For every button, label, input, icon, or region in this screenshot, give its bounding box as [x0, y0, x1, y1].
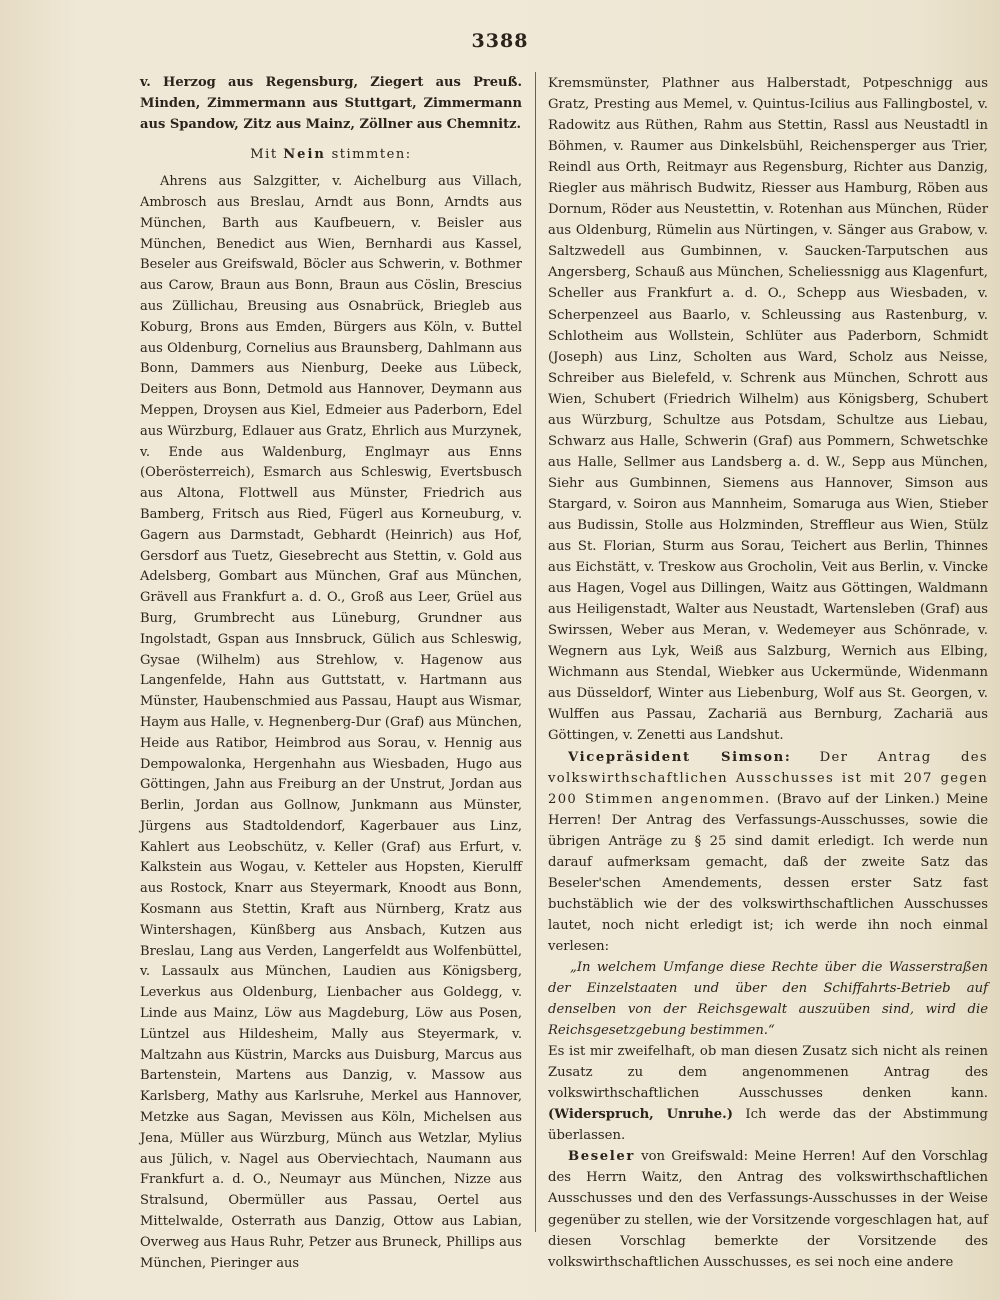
vp-continuation: [548, 1041, 988, 1146]
heading-suffix: stimmten:: [331, 147, 412, 163]
heading-keyword: Nein: [283, 147, 326, 163]
speaker-2-origin: von Greifswald:: [641, 1149, 749, 1165]
page-number: 3388: [471, 30, 529, 52]
vp-text-1: Meine Herren! Der Antrag des Verfassungs-Ausschusses, sowie die übrigen Anträge zu § 25 sind damit erledigt. Ich werde nun darauf aufmerksam gemacht, daß der zweite Satz das Beseler'schen Amendements, dessen erster Satz fast buchstäblich wie der des volkswirthschaftlichen Ausschusses lautet, noch nicht erledigt ist; ich werde ihn noch einmal verlesen:: [548, 791, 988, 954]
left-column: [140, 73, 522, 1274]
vp-text-2: Es ist mir zweifelhaft, ob man diesen Zusatz sich nicht als reinen Zusatz zu dem angenommenen Antrag des volkswirthschaftlichen Ausschusses denken kann.: [548, 1044, 988, 1102]
vp-text-3: Ich werde das der Abstimmung überlassen.: [548, 1107, 988, 1144]
yes-voters-tail: v. Herzog aus Regensburg, Ziegert aus Preuß. Minden, Zimmermann aus Stuttgart, Zimmermann aus Spandow, Zitz aus Mainz, Zöllner aus Chemnitz.: [140, 75, 522, 132]
no-voters-list-continued: Kremsmünster, Plathner aus Halberstadt, Potpeschnigg aus Gratz, Presting aus Memel, v. Quintus-Icilius aus Fallingbostel, v. Radowitz aus Rüthen, Rahm aus Stettin, Rassl aus Neustadtl in Böhmen, v. Raumer aus Dinkelsbühl, Reichensperger aus Trier, Reindl aus Orth, Reitmayr aus Regensburg, Richter aus Danzig, Riegler aus mährisch Budwitz, Riesser aus Hamburg, Röben aus Dornum, Röder aus Neustettin, v. Rotenhan aus München, Rüder aus Oldenburg, Rümelin aus Nürtingen, v. Sänger aus Grabow, v. Saltzwedell aus Gumbinnen, v. Saucken-Tarputschen aus Angersberg, Schauß aus München, Scheliessnigg aus Klagenfurt, Scheller aus Frankfurt a. d. O., Schepp aus Wiesbaden, v. Scherpenzeel aus Baarlo, v. Schleussing aus Rastenburg, v. Schlotheim aus Wollstein, Schlüter aus Paderborn, Schmidt (Joseph) aus Linz, Scholten aus Ward, Scholz aus Neisse, Schreiber aus Bielefeld, v. Schrenk aus München, Schrott aus Wien, Schubert (Friedrich Wilhelm) aus Königsberg, Schubert aus Würzburg, Schultze aus Potsdam, Schultze aus Liebau, Schwarz aus Halle, Schwerin (Graf) aus Pommern, Schwetschke aus Halle, Sellmer aus Landsberg a. d. W., Sepp aus München, Siehr aus Gumbinnen, Siemens aus Hannover, Simson aus Stargard, v. Soiron aus Mannheim, Somaruga aus Wien, Stieber aus Budissin, Stolle aus Holzminden, Streffleur aus Wien, Stülz aus St. Florian, Sturm aus Sorau, Teichert aus Berlin, Thinnes aus Eichstätt, v. Treskow aus Grocholin, Veit aus Berlin, v. Vincke aus Hagen, Vogel aus Dillingen, Waitz aus Göttingen, Waldmann aus Heiligenstadt, Walter aus Neustadt, Wartensleben (Graf) aus Swirssen, Weber aus Meran, v. Wedemeyer aus Schönrade, v. Wegnern aus Lyk, Weiß aus Salzburg, Wernich aus Elbing, Wichmann aus Stendal, Wiebker aus Uckermünde, Widenmann aus Düsseldorf, Winter aus Liebenburg, Wolf aus St. Georgen, v. Wulffen aus Passau, Zachariä aus Bernburg, Zachariä aus Göttingen, v. Zenetti aus Landshut.: [548, 76, 988, 744]
right-column: [548, 73, 988, 1273]
no-voters-list: Ahrens aus Salzgitter, v. Aichelburg aus Villach, Ambrosch aus Breslau, Arndt aus Bonn, Arndts aus München, Barth aus Kaufbeuern, v. Beisler aus München, Benedict aus Wien, Bernhardi aus Kassel, Beseler aus Greifswald, Böcler aus Schwerin, v. Bothmer aus Carow, Braun aus Bonn, Braun aus Cöslin, Brescius aus Züllichau, Breusing aus Osnabrück, Briegleb aus Koburg, Brons aus Emden, Bürgers aus Köln, v. Buttel aus Oldenburg, Cornelius aus Braunsberg, Dahlmann aus Bonn, Dammers aus Nienburg, Deeke aus Lübeck, Deiters aus Bonn, Detmold aus Hannover, Deymann aus Meppen, Droysen aus Kiel, Edmeier aus Paderborn, Edel aus Würzburg, Edlauer aus Gratz, Ehrlich aus Murzynek, v. Ende aus Waldenburg, Englmayr aus Enns (Oberösterreich), Esmarch aus Schleswig, Evertsbusch aus Altona, Flottwell aus Münster, Friedrich aus Bamberg, Fritsch aus Ried, Fügerl aus Korneuburg, v. Gagern aus Darmstadt, Gebhardt (Heinrich) aus Hof, Gersdorf aus Tuetz, Giesebrecht aus Stettin, v. Gold aus Adelsberg, Gombart aus München, Graf aus München, Grävell aus Frankfurt a. d. O., Groß aus Leer, Grüel aus Burg, Grumbrecht aus Lüneburg, Grundner aus Ingolstadt, Gspan aus Innsbruck, Gülich aus Schleswig, Gysae (Wilhelm) aus Strehlow, v. Hagenow aus Langenfelde, Hahn aus Guttstatt, v. Hartmann aus Münster, Haubenschmied aus Passau, Haupt aus Wismar, Haym aus Halle, v. Hegnenberg-Dur (Graf) aus München, Heide aus Ratibor, Heimbrod aus Sorau, v. Hennig aus Dempowalonka, Hergenhahn aus Wiesbaden, Hugo aus Göttingen, Jahn aus Freiburg an der Unstrut, Jordan aus Berlin, Jordan aus Gollnow, Junkmann aus Münster, Jürgens aus Stadtoldendorf, Kagerbauer aus Linz, Kahlert aus Leobschütz, v. Keller (Graf) aus Erfurt, v. Kalkstein aus Wogau, v. Ketteler aus Hopsten, Kierulff aus Rostock, Knarr aus Steyermark, Knoodt aus Bonn, Kosmann aus Stettin, Kraft aus Nürnberg, Kratz aus Wintershagen, Künßberg aus Ansbach, Kutzen aus Breslau, Lang aus Verden, Langerfeldt aus Wolfenbüttel, v. Lassaulx aus München, Laudien aus Königsberg, Leverkus aus Oldenburg, Lienbacher aus Goldegg, v. Linde aus Mainz, Löw aus Magdeburg, Löw aus Posen, Lüntzel aus Hildesheim, Mally aus Steyermark, v. Maltzahn aus Küstrin, Marcks aus Duisburg, Marcus aus Bartenstein, Martens aus Danzig, v. Massow aus Karlsberg, Mathy aus Karlsruhe, Merkel aus Hannover, Metzke aus Sagan, Mevissen aus Köln, Michelsen aus Jena, Müller aus Würzburg, Münch aus Wetzlar, Mylius aus Jülich, v. Nagel aus Oberviechtach, Naumann aus Frankfurt a. d. O., Neumayr aus München, Nizze aus Stralsund, Obermüller aus Passau, Oertel aus Mittelwalde, Osterrath aus Danzig, Ottow aus Labian, Overweg aus Haus Ruhr, Petzer aus Bruneck, Phillips aus München, Pieringer aus: [140, 174, 522, 1271]
vote-result: Der Antrag des volkswirthschaftlichen Ausschusses ist mit 207 gegen 200 Stimmen angenommen.: [548, 749, 988, 807]
speaker-2-name: Beseler: [568, 1149, 635, 1165]
speaker-2-text: Meine Herren! Auf den Vorschlag des Herrn Waitz, den Antrag des volkswirthschaftlichen Ausschusses und den des Verfassungs-Ausschusses in der Weise gegenüber zu stellen, wie der Vorsitzende vorgeschlagen hat, auf diesen Vorschlag bemerkte der Vorsitzende des volkswirthschaftlichen Ausschusses, es sei noch eine andere: [548, 1149, 988, 1270]
vp-statement: [548, 747, 988, 957]
amendment-quote: „In welchem Umfange diese Rechte über die Wasserstraßen der Einzelstaaten und über den Schiffahrts-Betrieb auf denselben von der Reichsgewalt auszuüben sind, wird die Reichsgesetzgebung bestimmen.“: [548, 959, 988, 1039]
beseler-statement: [548, 1146, 988, 1272]
vp-speaker: Vicepräsident Simson:: [568, 749, 792, 765]
vp-reaction-2: (Widerspruch, Unruhe.): [548, 1107, 733, 1123]
column-divider: [535, 72, 536, 1232]
heading-prefix: Mit: [250, 147, 278, 163]
vp-reaction: (Bravo auf der Linken.): [776, 791, 940, 807]
no-voters-heading: [140, 145, 522, 166]
